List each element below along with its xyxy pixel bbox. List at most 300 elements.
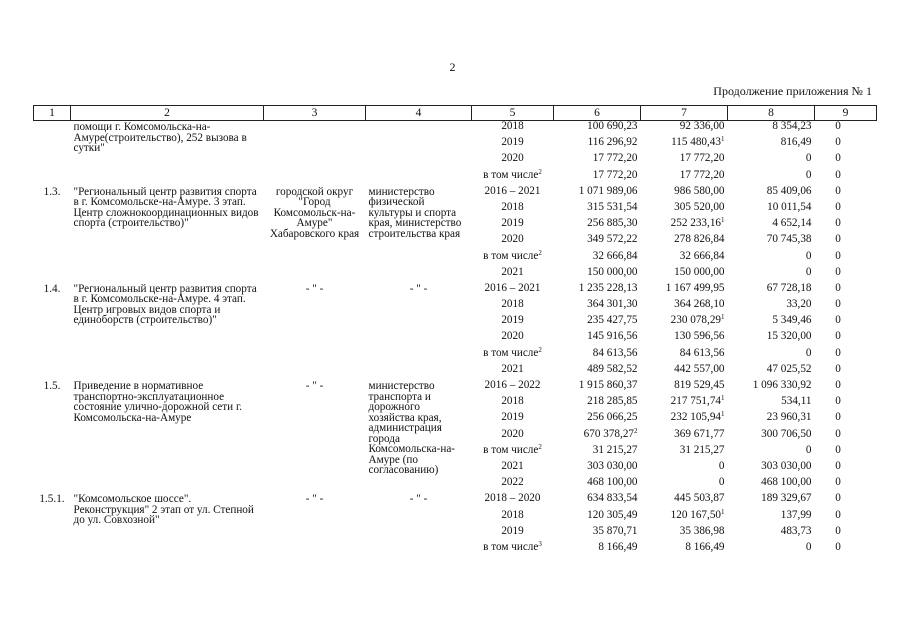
regional-cell bbox=[728, 202, 815, 218]
footnote-mark: 2 bbox=[538, 442, 542, 451]
total-cell bbox=[554, 121, 641, 138]
footnote-mark: 1 bbox=[721, 313, 725, 322]
regional-cell-value: 47 025,52 bbox=[766, 362, 812, 375]
other-cell-value: 0 bbox=[835, 184, 841, 197]
other-cell bbox=[815, 461, 877, 477]
total-cell bbox=[554, 283, 641, 299]
period-cell bbox=[472, 267, 554, 283]
federal-cell-value: 819 529,45 bbox=[674, 379, 725, 391]
other-cell bbox=[815, 218, 877, 234]
regional-cell bbox=[728, 461, 815, 477]
federal-cell-value: 31 215,27 bbox=[679, 443, 725, 456]
period-cell-value: 2020 bbox=[501, 427, 524, 440]
other-cell-value: 0 bbox=[835, 362, 841, 375]
period-cell-value: 2019 bbox=[501, 524, 524, 537]
federal-cell-value: 84 613,56 bbox=[679, 346, 725, 359]
executor bbox=[366, 121, 472, 186]
other-cell bbox=[815, 267, 877, 283]
total-cell-value: 35 870,71 bbox=[592, 524, 638, 537]
regional-cell-value: 303 030,00 bbox=[761, 459, 812, 472]
row-index: 1.4. bbox=[43, 282, 61, 295]
regional-cell-value: 0 bbox=[805, 443, 812, 456]
total-cell bbox=[554, 267, 641, 283]
regional-cell bbox=[728, 477, 815, 493]
header-col-6: 6 bbox=[554, 106, 641, 121]
footnote-mark: 2 bbox=[538, 345, 542, 354]
total-cell-value: 218 285,85 bbox=[587, 395, 638, 408]
total-cell-value: 364 301,30 bbox=[587, 298, 638, 311]
period-cell-value: 2020 bbox=[501, 233, 524, 246]
total-cell bbox=[554, 331, 641, 347]
regional-cell-value: 5 349,46 bbox=[772, 314, 812, 327]
total-cell-value: 468 100,00 bbox=[587, 476, 638, 489]
period-cell bbox=[472, 315, 554, 331]
other-cell-value: 0 bbox=[835, 346, 841, 359]
federal-cell bbox=[641, 315, 728, 331]
header-col-2: 2 bbox=[71, 106, 264, 121]
total-cell bbox=[554, 526, 641, 542]
federal-cell-value: 369 671,77 bbox=[674, 427, 725, 440]
period-cell-value: в том числе bbox=[483, 443, 539, 456]
appendix-table bbox=[33, 105, 877, 558]
other-cell-value: 0 bbox=[835, 411, 841, 424]
federal-cell bbox=[641, 186, 728, 202]
period-cell-value: 2016 – 2022 bbox=[484, 379, 541, 391]
table-row bbox=[34, 186, 877, 202]
federal-cell-value: 17 772,20 bbox=[679, 168, 725, 181]
total-cell bbox=[554, 315, 641, 331]
federal-cell bbox=[641, 267, 728, 283]
other-cell-value: 0 bbox=[835, 524, 841, 537]
period-cell-value: в том числе bbox=[483, 168, 539, 181]
other-cell-value: 0 bbox=[835, 152, 841, 165]
federal-cell bbox=[641, 137, 728, 153]
object-name: Приведение в нормативное транспортно-эксплуатационное состояние улично-дорожной сети г. Комсомольска-на-Амуре bbox=[73, 380, 243, 424]
federal-cell bbox=[641, 218, 728, 234]
total-cell-value: 8 166,49 bbox=[598, 540, 638, 553]
other-cell-value: 0 bbox=[835, 217, 841, 230]
municipality: - " - bbox=[305, 282, 324, 295]
period-cell-value: 2019 bbox=[501, 411, 524, 424]
federal-cell-value: 115 480,43 bbox=[671, 136, 721, 149]
total-cell bbox=[554, 510, 641, 526]
total-cell bbox=[554, 493, 641, 509]
total-cell bbox=[554, 348, 641, 364]
other-cell-value: 0 bbox=[835, 281, 841, 294]
period-cell bbox=[472, 283, 554, 299]
header-col-5: 5 bbox=[472, 106, 554, 121]
period-cell-value: 2020 bbox=[501, 330, 524, 343]
other-cell bbox=[815, 299, 877, 315]
period-cell-value: 2018 – 2020 bbox=[484, 492, 541, 505]
other-cell-value: 0 bbox=[835, 443, 841, 456]
federal-cell-value: 445 503,87 bbox=[674, 492, 725, 505]
period-cell-value: 2018 bbox=[501, 200, 524, 213]
federal-cell-value: 278 826,84 bbox=[674, 233, 725, 246]
period-cell bbox=[472, 137, 554, 153]
period-cell-value: 2022 bbox=[501, 476, 524, 489]
other-cell bbox=[815, 170, 877, 186]
regional-cell bbox=[728, 364, 815, 380]
federal-cell bbox=[641, 429, 728, 445]
federal-cell-value: 232 105,94 bbox=[670, 411, 721, 424]
object-name: "Комсомольское шоссе". Реконструкция" 2 этап от ул. Степной до ул. Совхозной" bbox=[73, 493, 254, 527]
other-cell bbox=[815, 348, 877, 364]
object-name: "Региональный центр развития спорта в г. Комсомольске-на-Амуре. 4 этап. Центр игровых видов спорта и единоборств (строительство)" bbox=[73, 282, 257, 327]
regional-cell bbox=[728, 510, 815, 526]
federal-cell-value: 1 167 499,95 bbox=[665, 281, 725, 294]
other-cell bbox=[815, 526, 877, 542]
regional-cell bbox=[728, 315, 815, 331]
regional-cell-value: 33,20 bbox=[786, 298, 812, 311]
other-cell bbox=[815, 412, 877, 428]
federal-cell-value: 92 336,00 bbox=[679, 120, 725, 132]
other-cell-value: 0 bbox=[835, 459, 841, 472]
continuation-label: Продолжение приложения № 1 bbox=[713, 84, 872, 98]
table-body bbox=[34, 121, 877, 559]
total-cell bbox=[554, 426, 641, 445]
total-cell-value: 256 885,30 bbox=[587, 217, 638, 230]
period-cell bbox=[472, 121, 554, 138]
federal-cell-value: 130 596,56 bbox=[674, 330, 725, 343]
executor: - " - bbox=[409, 282, 428, 295]
period-cell bbox=[472, 493, 554, 509]
regional-cell bbox=[728, 267, 815, 283]
footnote-mark: 3 bbox=[538, 539, 542, 548]
regional-cell bbox=[728, 283, 815, 299]
total-cell-value: 670 378,27 bbox=[583, 427, 634, 440]
federal-cell bbox=[641, 121, 728, 138]
regional-cell-value: 70 745,38 bbox=[766, 233, 812, 246]
total-cell-value: 150 000,00 bbox=[587, 265, 638, 278]
total-cell-value: 349 572,22 bbox=[587, 233, 638, 246]
total-cell-value: 489 582,52 bbox=[587, 362, 638, 375]
regional-cell-value: 15 320,00 bbox=[766, 330, 812, 343]
row-index bbox=[34, 121, 71, 186]
regional-cell-value: 0 bbox=[805, 249, 812, 262]
other-cell-value: 0 bbox=[835, 395, 841, 408]
other-cell-value: 0 bbox=[835, 265, 841, 278]
total-cell bbox=[554, 170, 641, 186]
total-cell-value: 17 772,20 bbox=[592, 152, 638, 165]
federal-cell-value: 8 166,49 bbox=[685, 540, 725, 553]
period-cell bbox=[472, 510, 554, 526]
total-cell-value: 303 030,00 bbox=[587, 459, 638, 472]
other-cell-value: 0 bbox=[835, 508, 841, 521]
header-col-7: 7 bbox=[641, 106, 728, 121]
regional-cell bbox=[728, 234, 815, 250]
federal-cell-value: 0 bbox=[718, 459, 725, 472]
total-cell-value: 17 772,20 bbox=[592, 168, 638, 181]
other-cell-value: 0 bbox=[835, 136, 841, 149]
other-cell bbox=[815, 477, 877, 493]
federal-cell bbox=[641, 507, 728, 526]
other-cell-value: 0 bbox=[835, 233, 841, 246]
regional-cell-value: 137,99 bbox=[780, 508, 812, 521]
regional-cell-value: 0 bbox=[805, 540, 812, 553]
regional-cell bbox=[728, 186, 815, 202]
regional-cell-value: 0 bbox=[805, 265, 812, 278]
regional-cell-value: 0 bbox=[805, 168, 812, 181]
footnote-mark: 1 bbox=[721, 507, 725, 516]
federal-cell-value: 0 bbox=[718, 476, 725, 489]
municipality: - " - bbox=[305, 380, 324, 392]
header-col-4: 4 bbox=[366, 106, 472, 121]
total-cell-value: 634 833,54 bbox=[587, 492, 638, 505]
total-cell bbox=[554, 542, 641, 558]
municipality bbox=[264, 121, 366, 186]
federal-cell bbox=[641, 412, 728, 428]
period-cell-value: 2021 bbox=[501, 265, 524, 278]
regional-cell-value: 483,73 bbox=[780, 524, 812, 537]
row-index: 1.5.1. bbox=[39, 493, 65, 506]
total-cell-value: 32 666,84 bbox=[592, 249, 638, 262]
period-cell bbox=[472, 380, 554, 396]
federal-cell bbox=[641, 348, 728, 364]
other-cell-value: 0 bbox=[835, 249, 841, 262]
other-cell bbox=[815, 364, 877, 380]
row-index: 1.5. bbox=[43, 380, 61, 392]
period-cell bbox=[472, 477, 554, 493]
regional-cell bbox=[728, 170, 815, 186]
regional-cell-value: 10 011,54 bbox=[767, 200, 812, 213]
total-cell bbox=[554, 234, 641, 250]
regional-cell bbox=[728, 429, 815, 445]
other-cell bbox=[815, 315, 877, 331]
regional-cell-value: 4 652,14 bbox=[772, 217, 812, 230]
other-cell bbox=[815, 331, 877, 347]
period-cell-value: 2019 bbox=[501, 314, 524, 327]
total-cell bbox=[554, 461, 641, 477]
federal-cell-value: 32 666,84 bbox=[679, 249, 725, 262]
other-cell-value: 0 bbox=[835, 120, 841, 132]
period-cell-value: 2019 bbox=[501, 217, 524, 230]
regional-cell-value: 8 354,23 bbox=[772, 120, 812, 132]
federal-cell bbox=[641, 461, 728, 477]
footnote-mark: 2 bbox=[538, 248, 542, 257]
header-row bbox=[34, 106, 877, 121]
period-cell bbox=[472, 167, 554, 186]
other-cell bbox=[815, 153, 877, 169]
other-cell bbox=[815, 251, 877, 267]
executor: министерство транспорта и дорожного хозяйства края, администрация города Комсомольска-на-Амуре (по согласованию) bbox=[368, 380, 456, 476]
municipality: - " - bbox=[305, 493, 324, 506]
total-cell bbox=[554, 186, 641, 202]
total-cell-value: 1 915 860,37 bbox=[578, 379, 638, 391]
regional-cell-value: 85 409,06 bbox=[766, 184, 812, 197]
federal-cell bbox=[641, 251, 728, 267]
regional-cell-value: 0 bbox=[805, 346, 812, 359]
other-cell bbox=[815, 429, 877, 445]
regional-cell bbox=[728, 380, 815, 396]
total-cell-value: 1 071 989,06 bbox=[578, 184, 638, 197]
other-cell bbox=[815, 493, 877, 509]
other-cell-value: 0 bbox=[835, 492, 841, 505]
footnote-mark: 1 bbox=[721, 410, 725, 419]
total-cell-value: 315 531,54 bbox=[587, 200, 638, 213]
period-cell bbox=[472, 345, 554, 364]
period-cell bbox=[472, 299, 554, 315]
federal-cell-value: 35 386,98 bbox=[679, 524, 725, 537]
other-cell-value: 0 bbox=[835, 476, 841, 489]
period-cell-value: 2021 bbox=[501, 362, 524, 375]
footnote-mark: 1 bbox=[721, 135, 725, 144]
other-cell-value: 0 bbox=[835, 379, 841, 391]
period-cell-value: 2019 bbox=[501, 136, 524, 149]
federal-cell bbox=[641, 477, 728, 493]
regional-cell bbox=[728, 396, 815, 412]
federal-cell-value: 17 772,20 bbox=[679, 152, 725, 165]
total-cell-value: 235 427,75 bbox=[587, 314, 638, 327]
other-cell bbox=[815, 510, 877, 526]
footnote-mark: 1 bbox=[721, 394, 725, 403]
total-cell-value: 84 613,56 bbox=[592, 346, 638, 359]
page-number: 2 bbox=[449, 60, 456, 74]
total-cell bbox=[554, 445, 641, 461]
federal-cell bbox=[641, 153, 728, 169]
federal-cell bbox=[641, 283, 728, 299]
regional-cell bbox=[728, 542, 815, 558]
regional-cell-value: 816,49 bbox=[780, 136, 812, 149]
federal-cell bbox=[641, 380, 728, 396]
federal-cell-value: 442 557,00 bbox=[674, 362, 725, 375]
period-cell bbox=[472, 539, 554, 558]
regional-cell-value: 23 960,31 bbox=[766, 411, 812, 424]
period-cell-value: 2018 bbox=[501, 120, 524, 132]
other-cell bbox=[815, 234, 877, 250]
regional-cell bbox=[728, 153, 815, 169]
federal-cell-value: 120 167,50 bbox=[670, 508, 721, 521]
federal-cell bbox=[641, 445, 728, 461]
regional-cell bbox=[728, 412, 815, 428]
regional-cell bbox=[728, 137, 815, 153]
period-cell-value: 2018 bbox=[501, 395, 524, 408]
federal-cell-value: 252 233,16 bbox=[670, 217, 721, 230]
table-row bbox=[34, 493, 877, 509]
other-cell-value: 0 bbox=[835, 540, 841, 553]
other-cell bbox=[815, 542, 877, 558]
total-cell-value: 100 690,23 bbox=[587, 120, 638, 132]
regional-cell bbox=[728, 526, 815, 542]
header-col-3: 3 bbox=[264, 106, 366, 121]
federal-cell bbox=[641, 493, 728, 509]
regional-cell-value: 67 728,18 bbox=[766, 281, 812, 294]
federal-cell-value: 230 078,29 bbox=[670, 314, 721, 327]
federal-cell-value: 364 268,10 bbox=[674, 298, 725, 311]
period-cell-value: в том числе bbox=[483, 346, 539, 359]
footnote-mark: 2 bbox=[538, 167, 542, 176]
total-cell bbox=[554, 380, 641, 396]
header-col-9: 9 bbox=[815, 106, 877, 121]
federal-cell bbox=[641, 170, 728, 186]
period-cell-value: 2016 – 2021 bbox=[484, 184, 541, 197]
federal-cell bbox=[641, 542, 728, 558]
footnote-mark: 1 bbox=[721, 216, 725, 225]
total-cell bbox=[554, 364, 641, 380]
regional-cell bbox=[728, 251, 815, 267]
total-cell bbox=[554, 153, 641, 169]
header-col-1: 1 bbox=[34, 106, 71, 121]
total-cell bbox=[554, 218, 641, 234]
regional-cell bbox=[728, 493, 815, 509]
total-cell-value: 1 235 228,13 bbox=[578, 281, 638, 294]
total-cell bbox=[554, 477, 641, 493]
total-cell-value: 145 916,56 bbox=[587, 330, 638, 343]
federal-cell-value: 986 580,00 bbox=[674, 184, 725, 197]
period-cell bbox=[472, 364, 554, 380]
other-cell bbox=[815, 202, 877, 218]
period-cell bbox=[472, 412, 554, 428]
period-cell bbox=[472, 396, 554, 412]
object-name: "Региональный центр развития спорта в г. Комсомольске-на-Амуре. 3 этап. Центр сложнокоординационных видов спорта (строительство)" bbox=[73, 185, 259, 230]
total-cell bbox=[554, 299, 641, 315]
other-cell-value: 0 bbox=[835, 427, 841, 440]
other-cell bbox=[815, 445, 877, 461]
total-cell bbox=[554, 251, 641, 267]
federal-cell bbox=[641, 396, 728, 412]
total-cell bbox=[554, 202, 641, 218]
executor: министерство физической культуры и спорта края, министерство строительства края bbox=[368, 185, 462, 240]
regional-cell bbox=[728, 331, 815, 347]
period-cell bbox=[472, 248, 554, 267]
period-cell-value: в том числе bbox=[483, 249, 539, 262]
other-cell bbox=[815, 283, 877, 299]
table-row bbox=[34, 283, 877, 299]
executor: - " - bbox=[409, 493, 428, 506]
other-cell bbox=[815, 186, 877, 202]
other-cell bbox=[815, 396, 877, 412]
period-cell bbox=[472, 186, 554, 202]
period-cell-value: 2021 bbox=[501, 459, 524, 472]
regional-cell bbox=[728, 121, 815, 138]
federal-cell-value: 217 751,74 bbox=[670, 395, 721, 408]
period-cell bbox=[472, 218, 554, 234]
total-cell bbox=[554, 396, 641, 412]
table-row bbox=[34, 380, 877, 396]
federal-cell bbox=[641, 526, 728, 542]
period-cell bbox=[472, 202, 554, 218]
other-cell-value: 0 bbox=[835, 330, 841, 343]
other-cell bbox=[815, 121, 877, 138]
regional-cell-value: 0 bbox=[805, 152, 812, 165]
period-cell-value: 2018 bbox=[501, 508, 524, 521]
total-cell bbox=[554, 137, 641, 153]
regional-cell bbox=[728, 348, 815, 364]
table-row bbox=[34, 121, 877, 138]
total-cell-value: 31 215,27 bbox=[592, 443, 638, 456]
period-cell bbox=[472, 461, 554, 477]
federal-cell bbox=[641, 364, 728, 380]
regional-cell-value: 468 100,00 bbox=[761, 476, 812, 489]
other-cell-value: 0 bbox=[835, 314, 841, 327]
total-cell bbox=[554, 412, 641, 428]
regional-cell-value: 1 096 330,92 bbox=[752, 379, 812, 391]
federal-cell bbox=[641, 234, 728, 250]
other-cell-value: 0 bbox=[835, 298, 841, 311]
total-cell-value: 116 296,92 bbox=[587, 136, 638, 149]
regional-cell-value: 534,11 bbox=[781, 395, 812, 408]
other-cell-value: 0 bbox=[835, 200, 841, 213]
object-name: помощи г. Комсомольска-на-Амуре(строительство), 252 вызова в сутки" bbox=[73, 121, 247, 154]
other-cell bbox=[815, 137, 877, 153]
federal-cell-value: 150 000,00 bbox=[674, 265, 725, 278]
federal-cell bbox=[641, 299, 728, 315]
period-cell-value: 2016 – 2021 bbox=[484, 281, 541, 294]
row-index: 1.3. bbox=[43, 185, 61, 198]
federal-cell bbox=[641, 202, 728, 218]
regional-cell bbox=[728, 445, 815, 461]
total-cell-value: 256 066,25 bbox=[587, 411, 638, 424]
